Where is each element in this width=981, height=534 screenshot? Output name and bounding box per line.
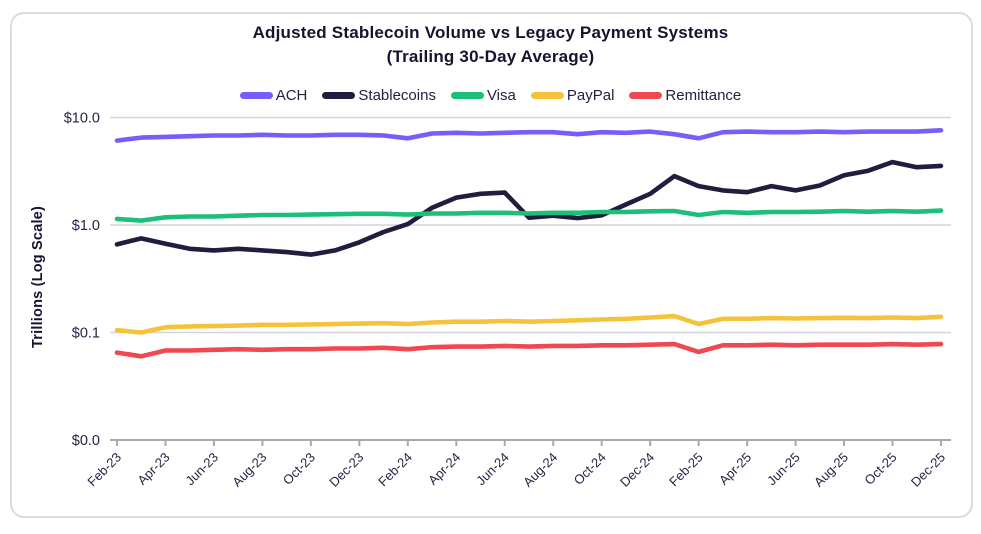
x-tick-label: Oct-24 xyxy=(570,449,609,488)
x-tick-label: Oct-25 xyxy=(861,449,900,488)
x-tick-label: Feb-24 xyxy=(375,449,415,490)
x-tick-label: Apr-24 xyxy=(425,449,464,488)
x-tick-label: Feb-23 xyxy=(84,449,125,490)
y-axis-title: Trillions (Log Scale) xyxy=(30,206,46,348)
chart-title-line2: (Trailing 30-Day Average) xyxy=(386,47,595,66)
x-tick-label: Feb-25 xyxy=(666,449,706,490)
legend-label: Remittance xyxy=(665,87,742,104)
x-tick-label: Apr-23 xyxy=(134,449,173,488)
series-line-paypal xyxy=(117,316,941,332)
series-line-remittance xyxy=(117,344,941,356)
legend-label: Visa xyxy=(486,87,516,104)
x-tick-label: Dec-23 xyxy=(326,449,367,490)
y-tick-label: $0.0 xyxy=(71,433,100,449)
x-tick-label: Dec-24 xyxy=(617,449,658,490)
x-tick-label: Jun-24 xyxy=(473,449,512,489)
legend-label: Stablecoins xyxy=(358,87,436,104)
x-tick-label: Jun-23 xyxy=(182,449,222,489)
series-line-ach xyxy=(117,130,941,140)
x-tick-label: Dec-25 xyxy=(907,449,949,490)
legend-label: ACH xyxy=(275,87,308,104)
chart-title-line1: Adjusted Stablecoin Volume vs Legacy Payment Systems xyxy=(252,23,729,42)
y-tick-label: $1.0 xyxy=(71,218,100,234)
x-tick-label: Jun-25 xyxy=(763,449,803,489)
x-tick-label: Oct-23 xyxy=(279,449,319,488)
x-tick-label: Aug-25 xyxy=(810,449,852,490)
series-line-stablecoins xyxy=(117,162,941,255)
y-tick-label: $10.0 xyxy=(63,110,100,127)
legend-label: PayPal xyxy=(566,87,615,104)
y-tick-label: $0.1 xyxy=(71,325,100,342)
x-tick-label: Aug-24 xyxy=(520,449,561,490)
x-tick-label: Aug-23 xyxy=(229,449,270,490)
x-tick-label: Apr-25 xyxy=(716,449,755,488)
